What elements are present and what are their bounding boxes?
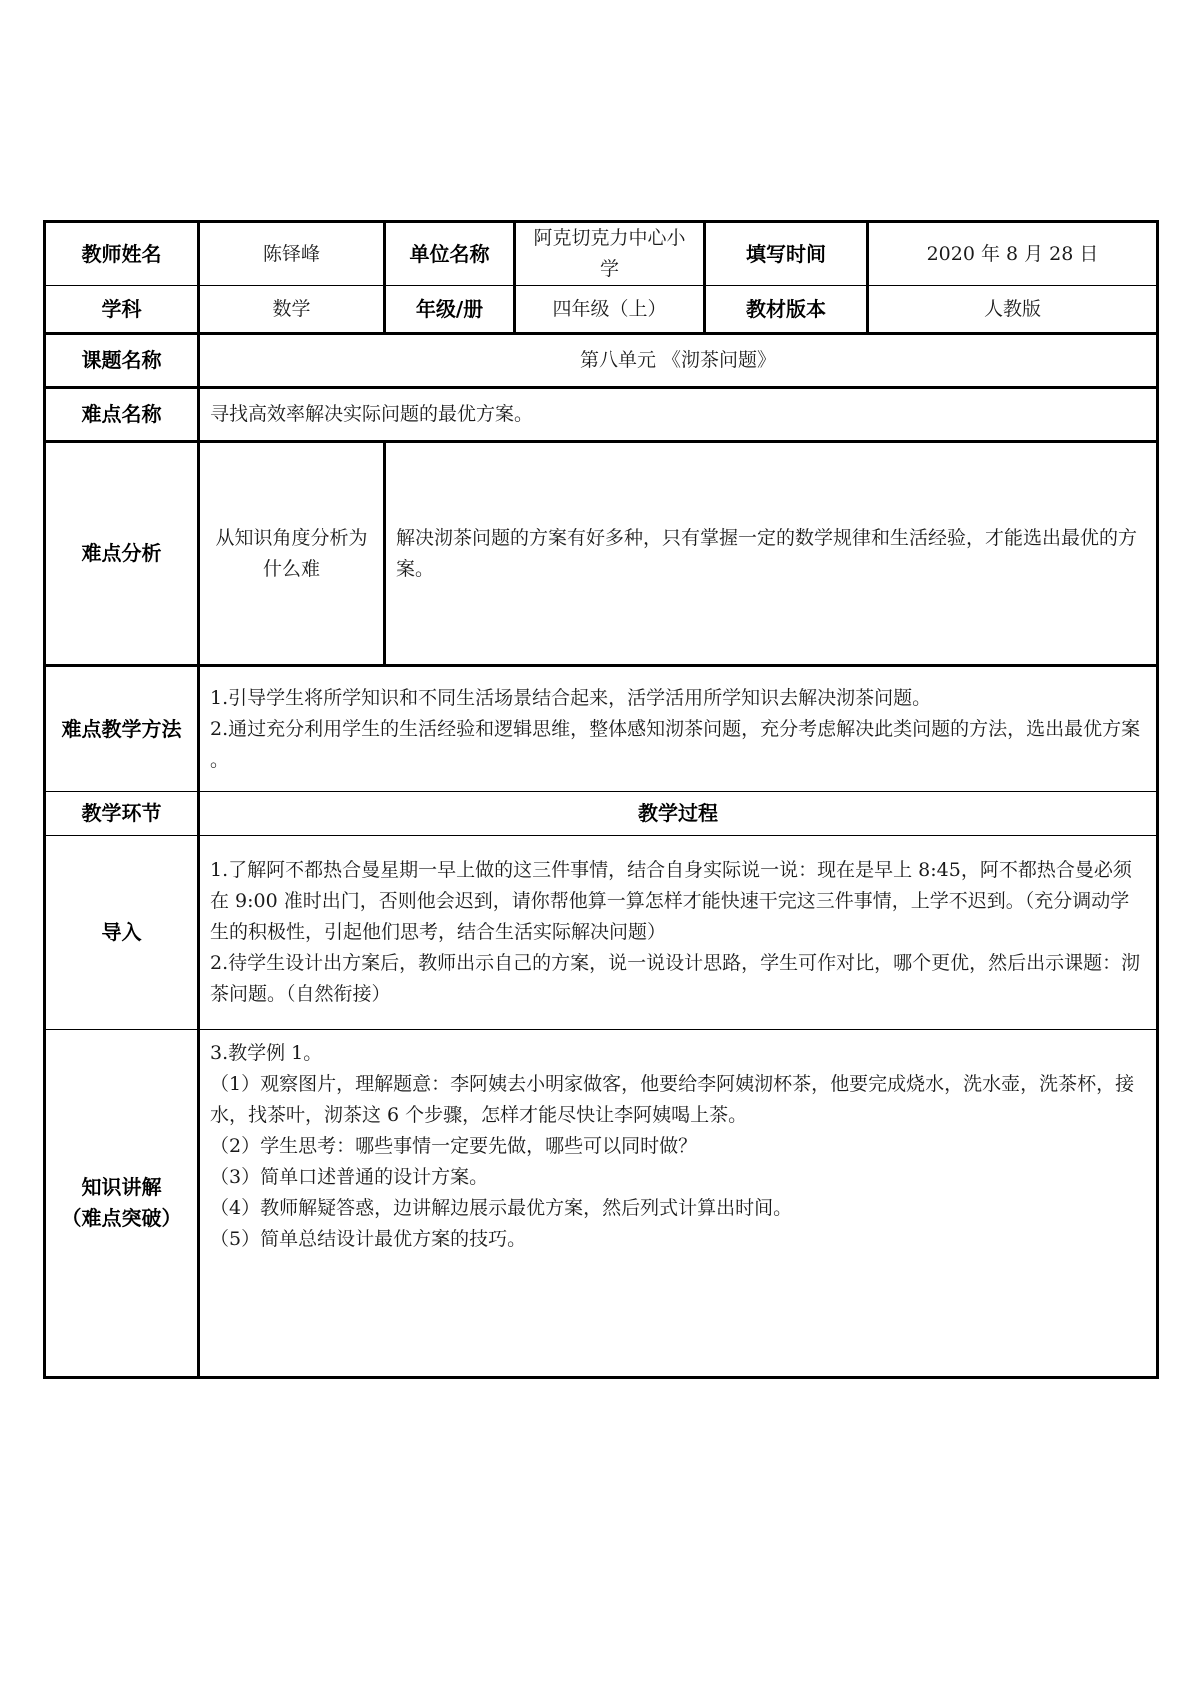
method-label: 难点教学方法 [45,666,199,792]
header-row-2 [45,286,1158,334]
difficulty-label: 难点名称 [45,388,199,442]
knowledge-label-line-2: （难点突破） [61,1206,182,1230]
knowledge-line-1: 3.教学例 1。 [210,1042,323,1064]
subject-label: 学科 [45,286,199,334]
intro-line-1: 1.了解阿不都热合曼星期一早上做的这三件事情，结合自身实际说一说：现在是早上 8:45，阿不都热合曼必须在 9:00 准时出门，否则他会迟到，请你帮他算一算怎样才能快速干完这三件事情，上学不迟到。（充分调动学生的积极性，引起他们思考，结合生活实际解决问题） [210,859,1132,943]
topic-row [45,334,1158,388]
difficulty-row [45,388,1158,442]
teaching-stage-label: 教学环节 [45,792,199,836]
teacher-name-label: 教师姓名 [45,222,199,286]
topic-value: 第八单元 《沏茶问题》 [199,334,1158,388]
grade-value: 四年级（上） [515,286,705,334]
analysis-sub-label: 从知识角度分析为什么难 [199,442,385,666]
method-line-1: 1.引导学生将所学知识和不同生活场景结合起来，活学活用所学知识去解决沏茶问题。 [210,686,932,709]
edition-label: 教材版本 [705,286,868,334]
knowledge-line-2: （1）观察图片，理解题意：李阿姨去小明家做客，他要给李阿姨沏杯茶，他要完成烧水，洗水壶，洗茶杯，接水，找茶叶，沏茶这 6 个步骤，怎样才能尽快让李阿姨喝上茶。 [210,1073,1135,1126]
knowledge-line-4: （3）简单口述普通的设计方案。 [210,1166,489,1188]
fill-date-label: 填写时间 [705,222,868,286]
knowledge-line-5: （4）教师解疑答惑，边讲解边展示最优方案，然后列式计算出时间。 [210,1197,793,1219]
grade-label: 年级/册 [385,286,515,334]
knowledge-line-3: （2）学生思考：哪些事情一定要先做，哪些可以同时做？ [210,1135,698,1157]
edition-value: 人教版 [868,286,1158,334]
topic-label: 课题名称 [45,334,199,388]
analysis-label: 难点分析 [45,442,199,666]
analysis-value: 解决沏茶问题的方案有好多种，只有掌握一定的数学规律和生活经验，才能选出最优的方案。 [385,442,1158,666]
teaching-process-label: 教学过程 [199,792,1158,836]
lesson-plan-table [43,220,1159,1379]
analysis-row [45,442,1158,666]
teacher-name-value: 陈铎峰 [199,222,385,286]
knowledge-line-6: （5）简单总结设计最优方案的技巧。 [210,1228,527,1250]
fill-date-value: 2020 年 8 月 28 日 [868,222,1158,286]
unit-name-value: 阿克切克力中心小学 [515,222,705,286]
knowledge-row [45,1030,1158,1378]
difficulty-value: 寻找高效率解决实际问题的最优方案。 [199,388,1158,442]
unit-name-label: 单位名称 [385,222,515,286]
method-row [45,666,1158,792]
intro-value [199,836,1158,1030]
knowledge-label [45,1030,199,1378]
intro-row [45,836,1158,1030]
process-header-row [45,792,1158,836]
knowledge-label-line-1: 知识讲解 [81,1175,162,1199]
knowledge-value [199,1030,1158,1378]
intro-label: 导入 [45,836,199,1030]
intro-line-2: 2.待学生设计出方案后，教师出示自己的方案，说一说设计思路，学生可作对比，哪个更优，然后出示课题：沏茶问题。（自然衔接） [210,952,1141,1005]
subject-value: 数学 [199,286,385,334]
method-value [199,666,1158,792]
header-row-1 [45,222,1158,286]
method-line-2: 2.通过充分利用学生的生活经验和逻辑思维，整体感知沏茶问题，充分考虑解决此类问题的方法，选出最优方案 。 [210,717,1141,771]
